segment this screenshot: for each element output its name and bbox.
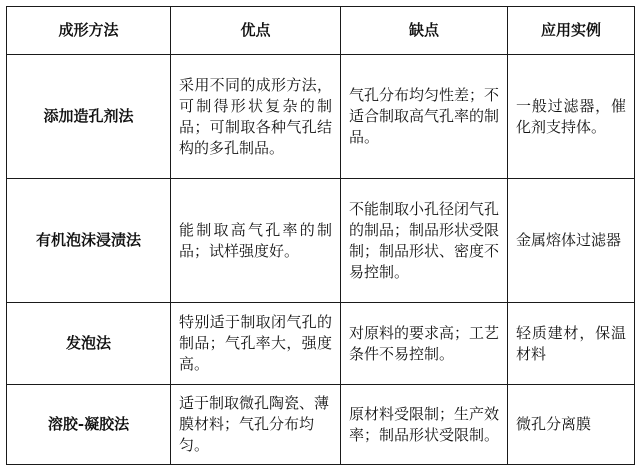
- method-name: 发泡法: [7, 303, 171, 385]
- table-row: [7, 385, 635, 465]
- advantages-cell: 采用不同的成形方法，可制得形状复杂的制品；可制取各种气孔结构的多孔制品。: [171, 55, 341, 179]
- table-row: [7, 303, 635, 385]
- applications-cell: 金属熔体过滤器: [508, 179, 635, 303]
- advantages-cell: 特别适于制取闭气孔的制品；气孔率大，强度高。: [171, 303, 341, 385]
- ceramic-forming-methods-table: [6, 6, 635, 465]
- disadvantages-cell: 对原料的要求高；工艺条件不易控制。: [341, 303, 508, 385]
- applications-cell: 微孔分离膜: [508, 385, 635, 465]
- header-disadvantages: 缺点: [341, 7, 508, 55]
- applications-cell: 一般过滤器，催化剂支持体。: [508, 55, 635, 179]
- table-row: [7, 55, 635, 179]
- advantages-cell: 适于制取微孔陶瓷、薄膜材料；气孔分布均匀。: [171, 385, 341, 465]
- method-name: 有机泡沫浸渍法: [7, 179, 171, 303]
- header-forming-method: 成形方法: [7, 7, 171, 55]
- disadvantages-cell: 气孔分布均匀性差；不适合制取高气孔率的制品。: [341, 55, 508, 179]
- header-advantages: 优点: [171, 7, 341, 55]
- disadvantages-cell: 原材料受限制；生产效率；制品形状受限制。: [341, 385, 508, 465]
- applications-cell: 轻质建材，保温材料: [508, 303, 635, 385]
- method-name: 添加造孔剂法: [7, 55, 171, 179]
- method-name: 溶胶-凝胶法: [7, 385, 171, 465]
- table-header-row: [7, 7, 635, 55]
- header-applications: 应用实例: [508, 7, 635, 55]
- table-row: [7, 179, 635, 303]
- advantages-cell: 能制取高气孔率的制品；试样强度好。: [171, 179, 341, 303]
- disadvantages-cell: 不能制取小孔径闭气孔的制品；制品形状受限制；制品形状、密度不易控制。: [341, 179, 508, 303]
